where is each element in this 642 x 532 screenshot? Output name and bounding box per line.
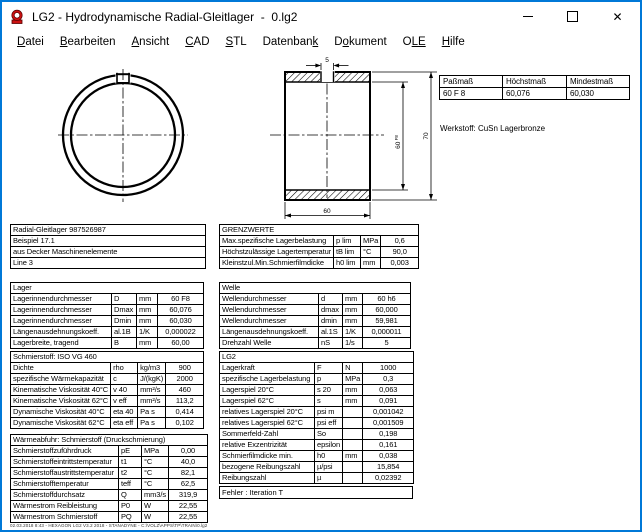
table-cell: al.1S xyxy=(319,327,343,338)
table-row xyxy=(440,76,630,88)
table-cell: 60,000 xyxy=(363,305,411,316)
table-cell: Längenausdehnungskoeff. xyxy=(220,327,319,338)
table-cell: 22,55 xyxy=(169,501,208,512)
table-row xyxy=(220,396,414,407)
table-cell: tB lim xyxy=(334,247,361,258)
table-cell: p xyxy=(315,374,343,385)
table-row xyxy=(11,363,204,374)
table-cell: 0,6 xyxy=(381,236,419,247)
table-cell: 82,1 xyxy=(169,468,208,479)
table-cell: Dichte xyxy=(11,363,111,374)
table-row xyxy=(220,338,411,349)
table-cell: c xyxy=(111,374,138,385)
table-cell: 5 xyxy=(363,338,411,349)
table-cell: 1/K xyxy=(137,327,158,338)
table-title: Lager xyxy=(11,283,204,294)
table-row xyxy=(11,418,204,429)
bearing-app-icon xyxy=(9,9,25,25)
welle-table xyxy=(219,282,411,349)
table-row xyxy=(11,490,208,501)
table-cell: mm xyxy=(137,316,158,327)
table-cell: 60,076 xyxy=(158,305,204,316)
table-cell: PQ xyxy=(119,512,142,523)
table-cell: mm xyxy=(343,396,363,407)
table-row xyxy=(11,407,204,418)
table-cell: spezifische Lagerbelastung xyxy=(220,374,315,385)
table-cell: °C xyxy=(142,479,169,490)
table-cell: Lagerspiel 20°C xyxy=(220,385,315,396)
table-cell: MPa xyxy=(142,446,169,457)
table-row xyxy=(220,236,419,247)
table-cell: dmax xyxy=(319,305,343,316)
table-cell: Lagerinnendurchmesser xyxy=(11,305,112,316)
table-row xyxy=(11,446,208,457)
table-cell: Schmierstoffzuführdruck xyxy=(11,446,119,457)
menu-item-ole[interactable]: OLE xyxy=(402,36,426,48)
table-row xyxy=(11,396,204,407)
table-cell: dmin xyxy=(319,316,343,327)
table-cell: 15,854 xyxy=(363,462,414,473)
maximize-button[interactable] xyxy=(550,2,595,31)
menu-item-hilfe[interactable]: Hilfe xyxy=(441,36,465,48)
table-cell: kg/m3 xyxy=(138,363,166,374)
table-row xyxy=(220,418,414,429)
table-cell: mm3/s xyxy=(142,490,169,501)
minimize-button[interactable] xyxy=(505,2,550,31)
close-icon: ✕ xyxy=(612,9,623,24)
table-cell: psi eff xyxy=(315,418,343,429)
table-cell: s 20 xyxy=(315,385,343,396)
close-button[interactable] xyxy=(595,2,640,31)
table-cell xyxy=(343,440,363,451)
table-cell: 0,001042 xyxy=(363,407,414,418)
table-cell: Wellendurchmesser xyxy=(220,294,319,305)
table-row xyxy=(220,316,411,327)
table-row xyxy=(11,479,208,490)
table-cell: F xyxy=(315,363,343,374)
dimension-bore xyxy=(372,82,408,190)
menu-item-bearbeiten[interactable]: Bearbeiten xyxy=(59,36,116,48)
table-title-row xyxy=(11,283,204,294)
table-cell: h0 xyxy=(315,451,343,462)
table-cell: 90,0 xyxy=(381,247,419,258)
lg2-results-table xyxy=(219,351,414,484)
table-cell: h0 lim xyxy=(334,258,361,269)
table-cell: Q xyxy=(119,490,142,501)
minimize-icon xyxy=(523,16,533,17)
table-cell: t2 xyxy=(119,468,142,479)
table-row xyxy=(11,338,204,349)
table-cell: 0,198 xyxy=(363,429,414,440)
table-cell: mm xyxy=(137,294,158,305)
table-cell: 0,038 xyxy=(363,451,414,462)
table-cell: Schmierstoffeintrittstemperatur xyxy=(11,457,119,468)
table-cell: mm xyxy=(361,258,381,269)
menu-item-datenbank[interactable]: Datenbank xyxy=(262,36,319,48)
table-cell: 0,414 xyxy=(166,407,204,418)
table-cell: al.1B xyxy=(112,327,137,338)
table-title-row xyxy=(11,352,204,363)
table-cell: Längenausdehnungskoeff. xyxy=(11,327,112,338)
table-row xyxy=(11,327,204,338)
table-cell: mm xyxy=(343,316,363,327)
table-cell: Lagerspiel 62°C xyxy=(220,396,315,407)
table-cell: 0,000022 xyxy=(158,327,204,338)
window-controls xyxy=(505,2,640,31)
table-cell: 2000 xyxy=(166,374,204,385)
table-cell: 113,2 xyxy=(166,396,204,407)
table-cell: relatives Lagerspiel 20°C xyxy=(220,407,315,418)
table-cell: 60,030 xyxy=(567,88,630,100)
table-title: Schmierstoff: ISO VG 460 xyxy=(11,352,204,363)
table-cell: 40,0 xyxy=(169,457,208,468)
table-cell: 0,3 xyxy=(363,374,414,385)
table-cell: Reibungszahl xyxy=(220,473,315,484)
table-row xyxy=(11,374,204,385)
table-row xyxy=(11,457,208,468)
table-cell: Pa s xyxy=(138,407,166,418)
table-cell: 0,00 xyxy=(169,446,208,457)
window-title: LG2 - Hydrodynamische Radial-Gleitlager - 0.lg2 xyxy=(32,9,298,24)
table-cell: Kinematische Viskosität 62°C xyxy=(11,396,111,407)
table-cell: Schmierstoffaustrittstemperatur xyxy=(11,468,119,479)
table-cell: mm xyxy=(343,294,363,305)
table-cell: epsilon xyxy=(315,440,343,451)
table-cell: Schmierstoffdurchsatz xyxy=(11,490,119,501)
table-cell: Schmierstofftemperatur xyxy=(11,479,119,490)
table-row xyxy=(220,451,414,462)
table-cell: Dynamische Viskosität 40°C xyxy=(11,407,111,418)
schmierstoff-table xyxy=(10,351,204,429)
grenzwerte-table xyxy=(219,224,419,269)
table-cell: 319,9 xyxy=(169,490,208,501)
table-cell: rho xyxy=(111,363,138,374)
table-cell xyxy=(343,462,363,473)
table-cell: B xyxy=(112,338,137,349)
dimension-label: 70 xyxy=(423,132,430,140)
table-cell: Dynamische Viskosität 62°C xyxy=(11,418,111,429)
table-cell: D xyxy=(112,294,137,305)
titlebar xyxy=(2,2,640,31)
table-cell: Line 3 xyxy=(11,258,206,269)
table-cell: relative Exzentrizität xyxy=(220,440,315,451)
table-cell: 60 F 8 xyxy=(440,88,503,100)
project-info-table xyxy=(10,224,206,269)
table-cell: Sommerfeld-Zahl xyxy=(220,429,315,440)
waermeabfuhr-table xyxy=(10,434,208,523)
table-cell: Wellendurchmesser xyxy=(220,316,319,327)
table-cell: Wärmestrom Schmierstoff xyxy=(11,512,119,523)
table-cell: N xyxy=(343,363,363,374)
dimension-width xyxy=(285,202,370,219)
table-cell: 460 xyxy=(166,385,204,396)
table-cell: 62,5 xyxy=(169,479,208,490)
table-cell: 60,030 xyxy=(158,316,204,327)
table-row xyxy=(220,374,414,385)
table-cell: v 40 xyxy=(111,385,138,396)
table-cell: So xyxy=(315,429,343,440)
table-cell: µ xyxy=(315,473,343,484)
table-cell: 60,00 xyxy=(158,338,204,349)
table-cell: psi m xyxy=(315,407,343,418)
table-row xyxy=(220,258,419,269)
table-cell xyxy=(343,473,363,484)
table-cell: mm²/s xyxy=(138,385,166,396)
table-cell: 0,001509 xyxy=(363,418,414,429)
table-cell: mm²/s xyxy=(138,396,166,407)
table-title-row xyxy=(220,283,411,294)
table-cell: s xyxy=(315,396,343,407)
table-row xyxy=(11,305,204,316)
table-row xyxy=(220,363,414,374)
table-title: Wärmeabfuhr: Schmierstoff (Druckschmierung) xyxy=(11,435,208,446)
table-cell: MPa xyxy=(361,236,381,247)
table-cell: 1000 xyxy=(363,363,414,374)
table-cell: P0 xyxy=(119,501,142,512)
table-cell: pE xyxy=(119,446,142,457)
table-cell: Lagerinnendurchmesser xyxy=(11,316,112,327)
table-row xyxy=(220,473,414,484)
table-cell xyxy=(343,407,363,418)
table-cell: mm xyxy=(137,305,158,316)
table-cell: bezogene Reibungszahl xyxy=(220,462,315,473)
table-cell: °C xyxy=(142,457,169,468)
table-cell: °C xyxy=(142,468,169,479)
table-row xyxy=(11,225,206,236)
table-cell: mm xyxy=(343,451,363,462)
table-title-row xyxy=(220,352,414,363)
table-cell: 0,003 xyxy=(381,258,419,269)
table-cell: Beispiel 17.1 xyxy=(11,236,206,247)
table-row xyxy=(11,501,208,512)
menu-item-cad[interactable]: CAD xyxy=(185,36,210,48)
table-row xyxy=(220,294,411,305)
table-cell: d xyxy=(319,294,343,305)
table-cell: Lagerinnendurchmesser xyxy=(11,294,112,305)
table-row xyxy=(11,385,204,396)
table-cell: Wellendurchmesser xyxy=(220,305,319,316)
table-row xyxy=(11,468,208,479)
table-cell: relatives Lagerspiel 62°C xyxy=(220,418,315,429)
table-cell: nS xyxy=(319,338,343,349)
table-cell: spezifische Wärmekapazität xyxy=(11,374,111,385)
table-row xyxy=(11,247,206,258)
table-cell: Schmierfilmdicke min. xyxy=(220,451,315,462)
table-cell: Dmin xyxy=(112,316,137,327)
maximize-icon xyxy=(567,11,578,22)
table-row xyxy=(220,429,414,440)
table-cell xyxy=(343,429,363,440)
table-row xyxy=(220,247,419,258)
table-cell: t1 xyxy=(119,457,142,468)
table-cell: Wärmestrom Reibleistung xyxy=(11,501,119,512)
table-cell: 0,102 xyxy=(166,418,204,429)
table-cell: teff xyxy=(119,479,142,490)
table-cell: 0,091 xyxy=(363,396,414,407)
table-cell: °C xyxy=(361,247,381,258)
table-title-row xyxy=(220,225,419,236)
table-cell: 1/s xyxy=(343,338,363,349)
table-row xyxy=(220,407,414,418)
table-cell: MPa xyxy=(343,374,363,385)
table-cell: eta eff xyxy=(111,418,138,429)
table-title: GRENZWERTE xyxy=(220,225,419,236)
table-cell: 0,161 xyxy=(363,440,414,451)
table-cell: Kinematische Viskosität 40°C xyxy=(11,385,111,396)
table-row xyxy=(440,88,630,100)
table-row xyxy=(11,258,206,269)
table-cell: Paßmaß xyxy=(440,76,503,88)
table-cell: 22,55 xyxy=(169,512,208,523)
section-view-drawing xyxy=(270,57,437,219)
table-title: LG2 xyxy=(220,352,414,363)
table-cell: 1/K xyxy=(343,327,363,338)
table-row xyxy=(11,316,204,327)
table-row xyxy=(220,462,414,473)
table-row xyxy=(220,440,414,451)
table-cell: v eff xyxy=(111,396,138,407)
error-message-box: Fehler : Iteration T xyxy=(219,486,413,499)
table-cell: J/(kgK) xyxy=(138,374,166,385)
table-cell: Höchstzulässige Lagertemperatur xyxy=(220,247,334,258)
table-cell: Lagerbreite, tragend xyxy=(11,338,112,349)
dimension-label: 5 xyxy=(325,57,329,64)
menu-item-dokument[interactable]: Dokument xyxy=(334,36,387,48)
table-cell: Lagerkraft xyxy=(220,363,315,374)
table-cell: 59,981 xyxy=(363,316,411,327)
table-cell: Mindestmaß xyxy=(567,76,630,88)
table-row xyxy=(11,294,204,305)
table-cell: Dmax xyxy=(112,305,137,316)
table-title: Welle xyxy=(220,283,411,294)
table-cell: µ/psi xyxy=(315,462,343,473)
dimension-outer-diameter xyxy=(372,72,437,200)
table-cell: Pa s xyxy=(138,418,166,429)
table-cell: mm xyxy=(343,385,363,396)
dimension-hole-width xyxy=(306,57,349,70)
table-cell: 60,076 xyxy=(503,88,567,100)
table-title-row xyxy=(11,435,208,446)
dimension-label: 60 xyxy=(323,208,331,215)
fit-tolerance-table xyxy=(439,75,630,100)
table-cell: W xyxy=(142,501,169,512)
table-cell: 60 F8 xyxy=(158,294,204,305)
table-cell: mm xyxy=(343,305,363,316)
lager-table xyxy=(10,282,204,349)
front-view-drawing xyxy=(58,69,188,202)
material-label: Werkstoff: CuSn Lagerbronze xyxy=(440,124,546,133)
table-cell: 0,000011 xyxy=(363,327,411,338)
menu-item-datei[interactable]: Datei xyxy=(17,36,44,48)
table-cell: Radial-Gleitlager 987526987 xyxy=(11,225,206,236)
table-cell: mm xyxy=(137,338,158,349)
table-cell: Max.spezifische Lagerbelastung xyxy=(220,236,334,247)
dimension-label: 60 $^{F8}$ xyxy=(394,135,402,149)
table-cell: aus Decker Maschinenelemente xyxy=(11,247,206,258)
table-cell: 0,02392 xyxy=(363,473,414,484)
table-cell: 900 xyxy=(166,363,204,374)
table-row xyxy=(220,385,414,396)
table-row xyxy=(220,305,411,316)
menubar xyxy=(2,31,640,53)
table-cell: 60 h6 xyxy=(363,294,411,305)
table-cell: Drehzahl Welle xyxy=(220,338,319,349)
table-row xyxy=(11,512,208,523)
menu-item-stl[interactable]: STL xyxy=(225,36,247,48)
table-cell: Kleinstzul.Min.Schmierfilmdicke xyxy=(220,258,334,269)
table-cell: p lim xyxy=(334,236,361,247)
table-cell: W xyxy=(142,512,169,523)
table-cell: 0,063 xyxy=(363,385,414,396)
table-cell: Höchstmaß xyxy=(503,76,567,88)
table-row xyxy=(11,236,206,247)
table-cell: eta 40 xyxy=(111,407,138,418)
footer-print-line: 02.03.2018 8:43 - HEXAGON LG2 V3.2 2018 - STANADYNE - C:\VOLZ\APPS\TP\TRAIN\0.lg2 xyxy=(10,523,208,528)
table-row xyxy=(220,327,411,338)
menu-item-ansicht[interactable]: Ansicht xyxy=(131,36,170,48)
table-cell xyxy=(343,418,363,429)
